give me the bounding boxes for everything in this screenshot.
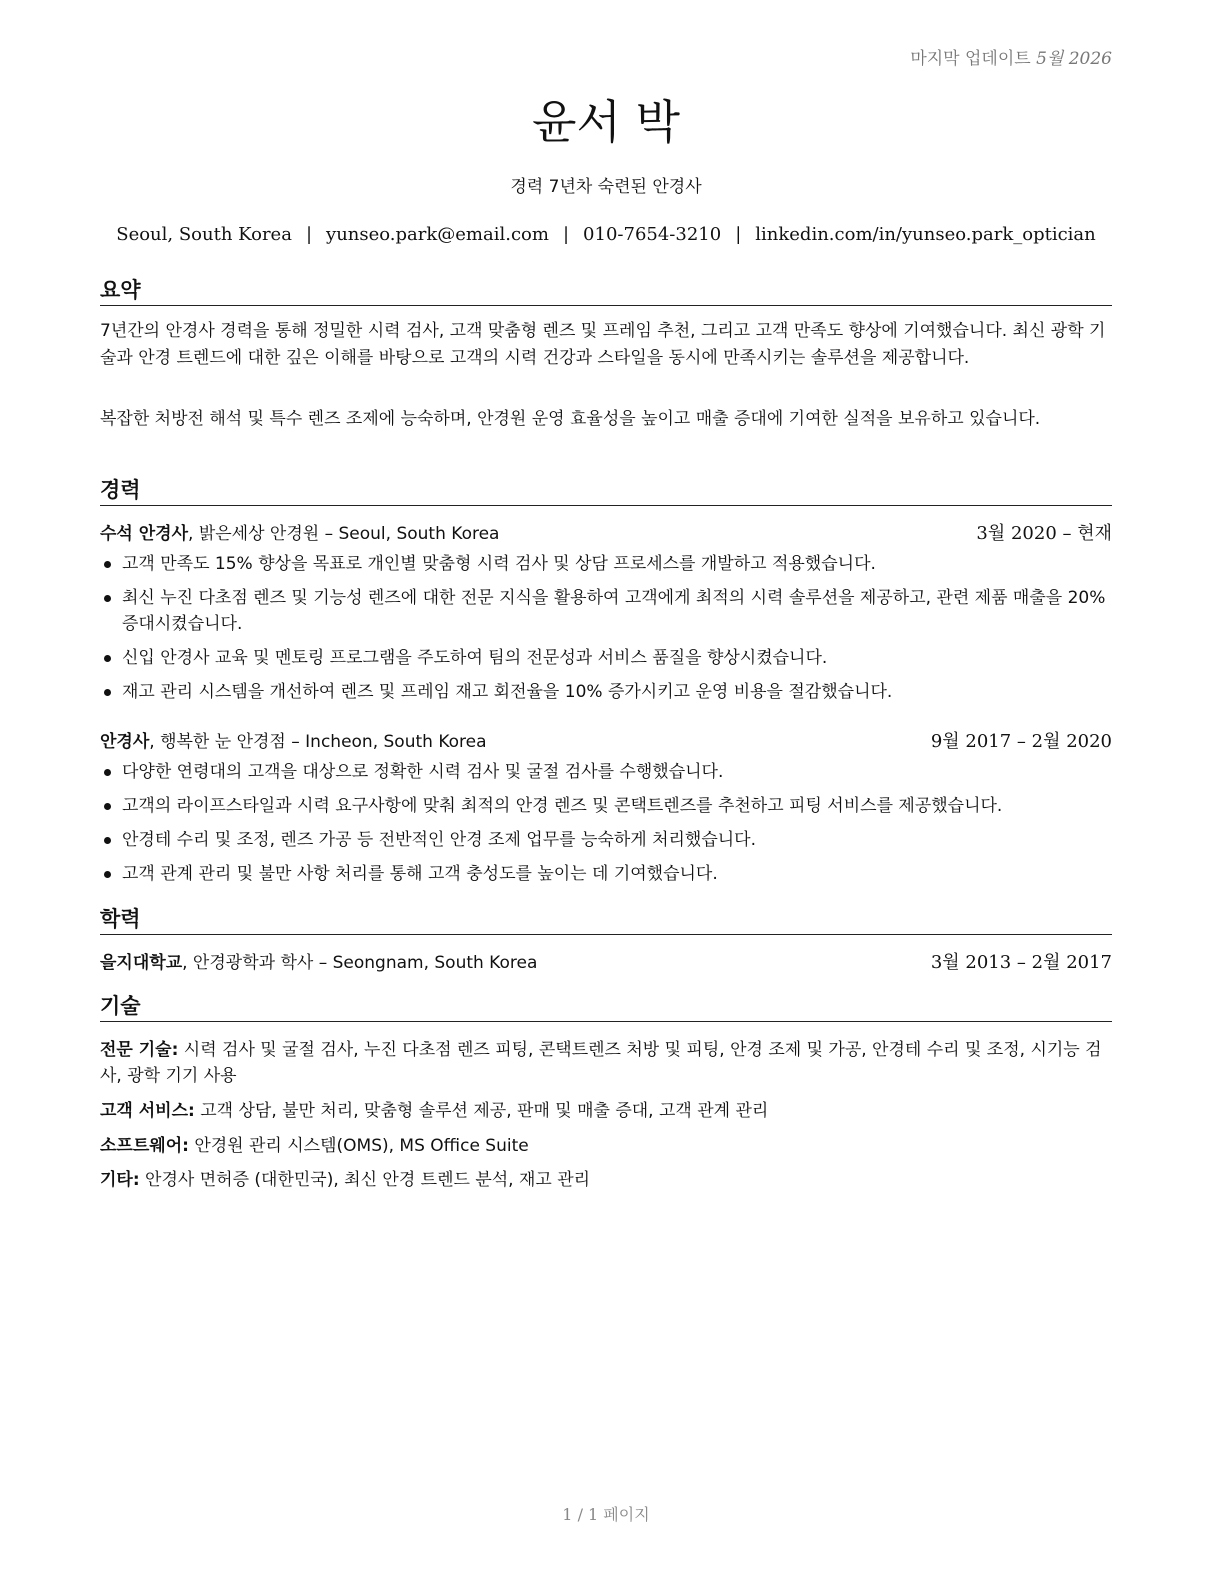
skill-value: 시력 검사 및 굴절 검사, 누진 다초점 렌즈 피팅, 콘택트렌즈 처방 및 피팅, 안경 조제 및 가공, 안경테 수리 및 조정, 시기능 검사, 광학 기기 사용 — [100, 1040, 1102, 1086]
job-role: 안경사 — [100, 732, 150, 752]
contact-email[interactable]: yunseo.park@email.com — [326, 224, 549, 245]
contact-separator: | — [562, 224, 570, 245]
list-item: 다양한 연령대의 고객을 대상으로 정확한 시력 검사 및 굴절 검사를 수행했습니다. — [100, 759, 1112, 785]
section-title-skills: 기술 — [100, 992, 1112, 1022]
education-dates: 3월 2013 – 2월 2017 — [930, 952, 1112, 973]
skill-label: 전문 기술: — [100, 1040, 179, 1060]
skill-line — [100, 1037, 1112, 1089]
skill-value: 고객 상담, 불만 처리, 맞춤형 솔루션 제공, 판매 및 매출 증대, 고객 관계 관리 — [194, 1101, 769, 1121]
skill-label: 기타: — [100, 1170, 140, 1190]
skill-line — [100, 1133, 1112, 1159]
list-item: 안경테 수리 및 조정, 렌즈 가공 등 전반적인 안경 조제 업무를 능숙하게 처리했습니다. — [100, 827, 1112, 853]
section-title-summary: 요약 — [100, 276, 1112, 306]
section-title-experience: 경력 — [100, 476, 1112, 506]
list-item: 재고 관리 시스템을 개선하여 렌즈 및 프레임 재고 회전율을 10% 증가시키고 운영 비용을 절감했습니다. — [100, 679, 1112, 705]
list-item: 고객의 라이프스타일과 시력 요구사항에 맞춰 최적의 안경 렌즈 및 콘택트렌즈를 추천하고 피팅 서비스를 제공했습니다. — [100, 793, 1112, 819]
contact-separator: | — [735, 224, 742, 245]
job-header — [100, 522, 1112, 546]
last-updated-date: 5월 2026 — [1036, 49, 1112, 69]
contact-location: Seoul, South Korea — [116, 224, 292, 245]
education-header — [100, 951, 1112, 975]
skill-line — [100, 1167, 1112, 1193]
list-item: 고객 관계 관리 및 불만 사항 처리를 통해 고객 충성도를 높이는 데 기여했습니다. — [100, 861, 1112, 887]
skill-label: 소프트웨어: — [100, 1136, 189, 1156]
job-bullets — [100, 551, 1112, 713]
job-org: , 행복한 눈 안경점 – Incheon, South Korea — [149, 732, 487, 752]
skill-label: 고객 서비스: — [100, 1101, 195, 1121]
summary-paragraph-1: 7년간의 안경사 경력을 통해 정밀한 시력 검사, 고객 맞춤형 렌즈 및 프레임 추천, 그리고 고객 만족도 향상에 기여했습니다. 최신 광학 기술과 안경 트렌드에 대한 깊은 이해를 바탕으로 고객의 시력 건강과 스타일을 동시에 만족시키는 솔루션을 제공합니다. — [100, 321, 1106, 368]
summary-paragraph-2: 복잡한 처방전 해석 및 특수 렌즈 조제에 능숙하며, 안경원 운영 효율성을 높이고 매출 증대에 기여한 실적을 보유하고 있습니다. — [100, 409, 1041, 429]
list-item: 신입 안경사 교육 및 멘토링 프로그램을 주도하여 팀의 전문성과 서비스 품질을 향상시켰습니다. — [100, 645, 1112, 671]
contact-phone: 010-7654-3210 — [583, 224, 722, 245]
candidate-headline: 경력 7년차 숙련된 안경사 — [510, 177, 702, 197]
page-number: 1 / 1 페이지 — [562, 1505, 650, 1524]
job-bullets — [100, 759, 1112, 895]
job-dates: 9월 2017 – 2월 2020 — [930, 731, 1112, 752]
job-org: , 밝은세상 안경원 – Seoul, South Korea — [188, 524, 500, 544]
contact-line — [100, 224, 1112, 245]
section-title-education: 학력 — [100, 905, 1112, 935]
list-item: 고객 만족도 15% 향상을 목표로 개인별 맞춤형 시력 검사 및 상담 프로세스를 개발하고 적용했습니다. — [100, 551, 1112, 577]
contact-separator: | — [305, 224, 313, 245]
last-updated — [910, 44, 1112, 69]
skill-line — [100, 1098, 1112, 1124]
job-role: 수석 안경사 — [100, 524, 189, 544]
resume-page — [100, 0, 1112, 1584]
job-dates: 3월 2020 – 현재 — [976, 523, 1112, 544]
education-school: 을지대학교 — [100, 953, 183, 973]
skill-value: 안경원 관리 시스템(OMS), MS Office Suite — [188, 1136, 529, 1156]
skill-value: 안경사 면허증 (대한민국), 최신 안경 트렌드 분석, 재고 관리 — [139, 1170, 591, 1190]
candidate-name: 윤서 박 — [532, 95, 680, 149]
contact-linkedin[interactable]: linkedin.com/in/yunseo.park_optician — [755, 224, 1096, 245]
job-header — [100, 730, 1112, 754]
list-item: 최신 누진 다초점 렌즈 및 기능성 렌즈에 대한 전문 지식을 활용하여 고객에게 최적의 시력 솔루션을 제공하고, 관련 제품 매출을 20% 증대시켰습니다. — [100, 585, 1112, 637]
education-detail: , 안경광학과 학사 – Seongnam, South Korea — [182, 953, 538, 973]
last-updated-label: 마지막 업데이트 — [910, 49, 1031, 69]
